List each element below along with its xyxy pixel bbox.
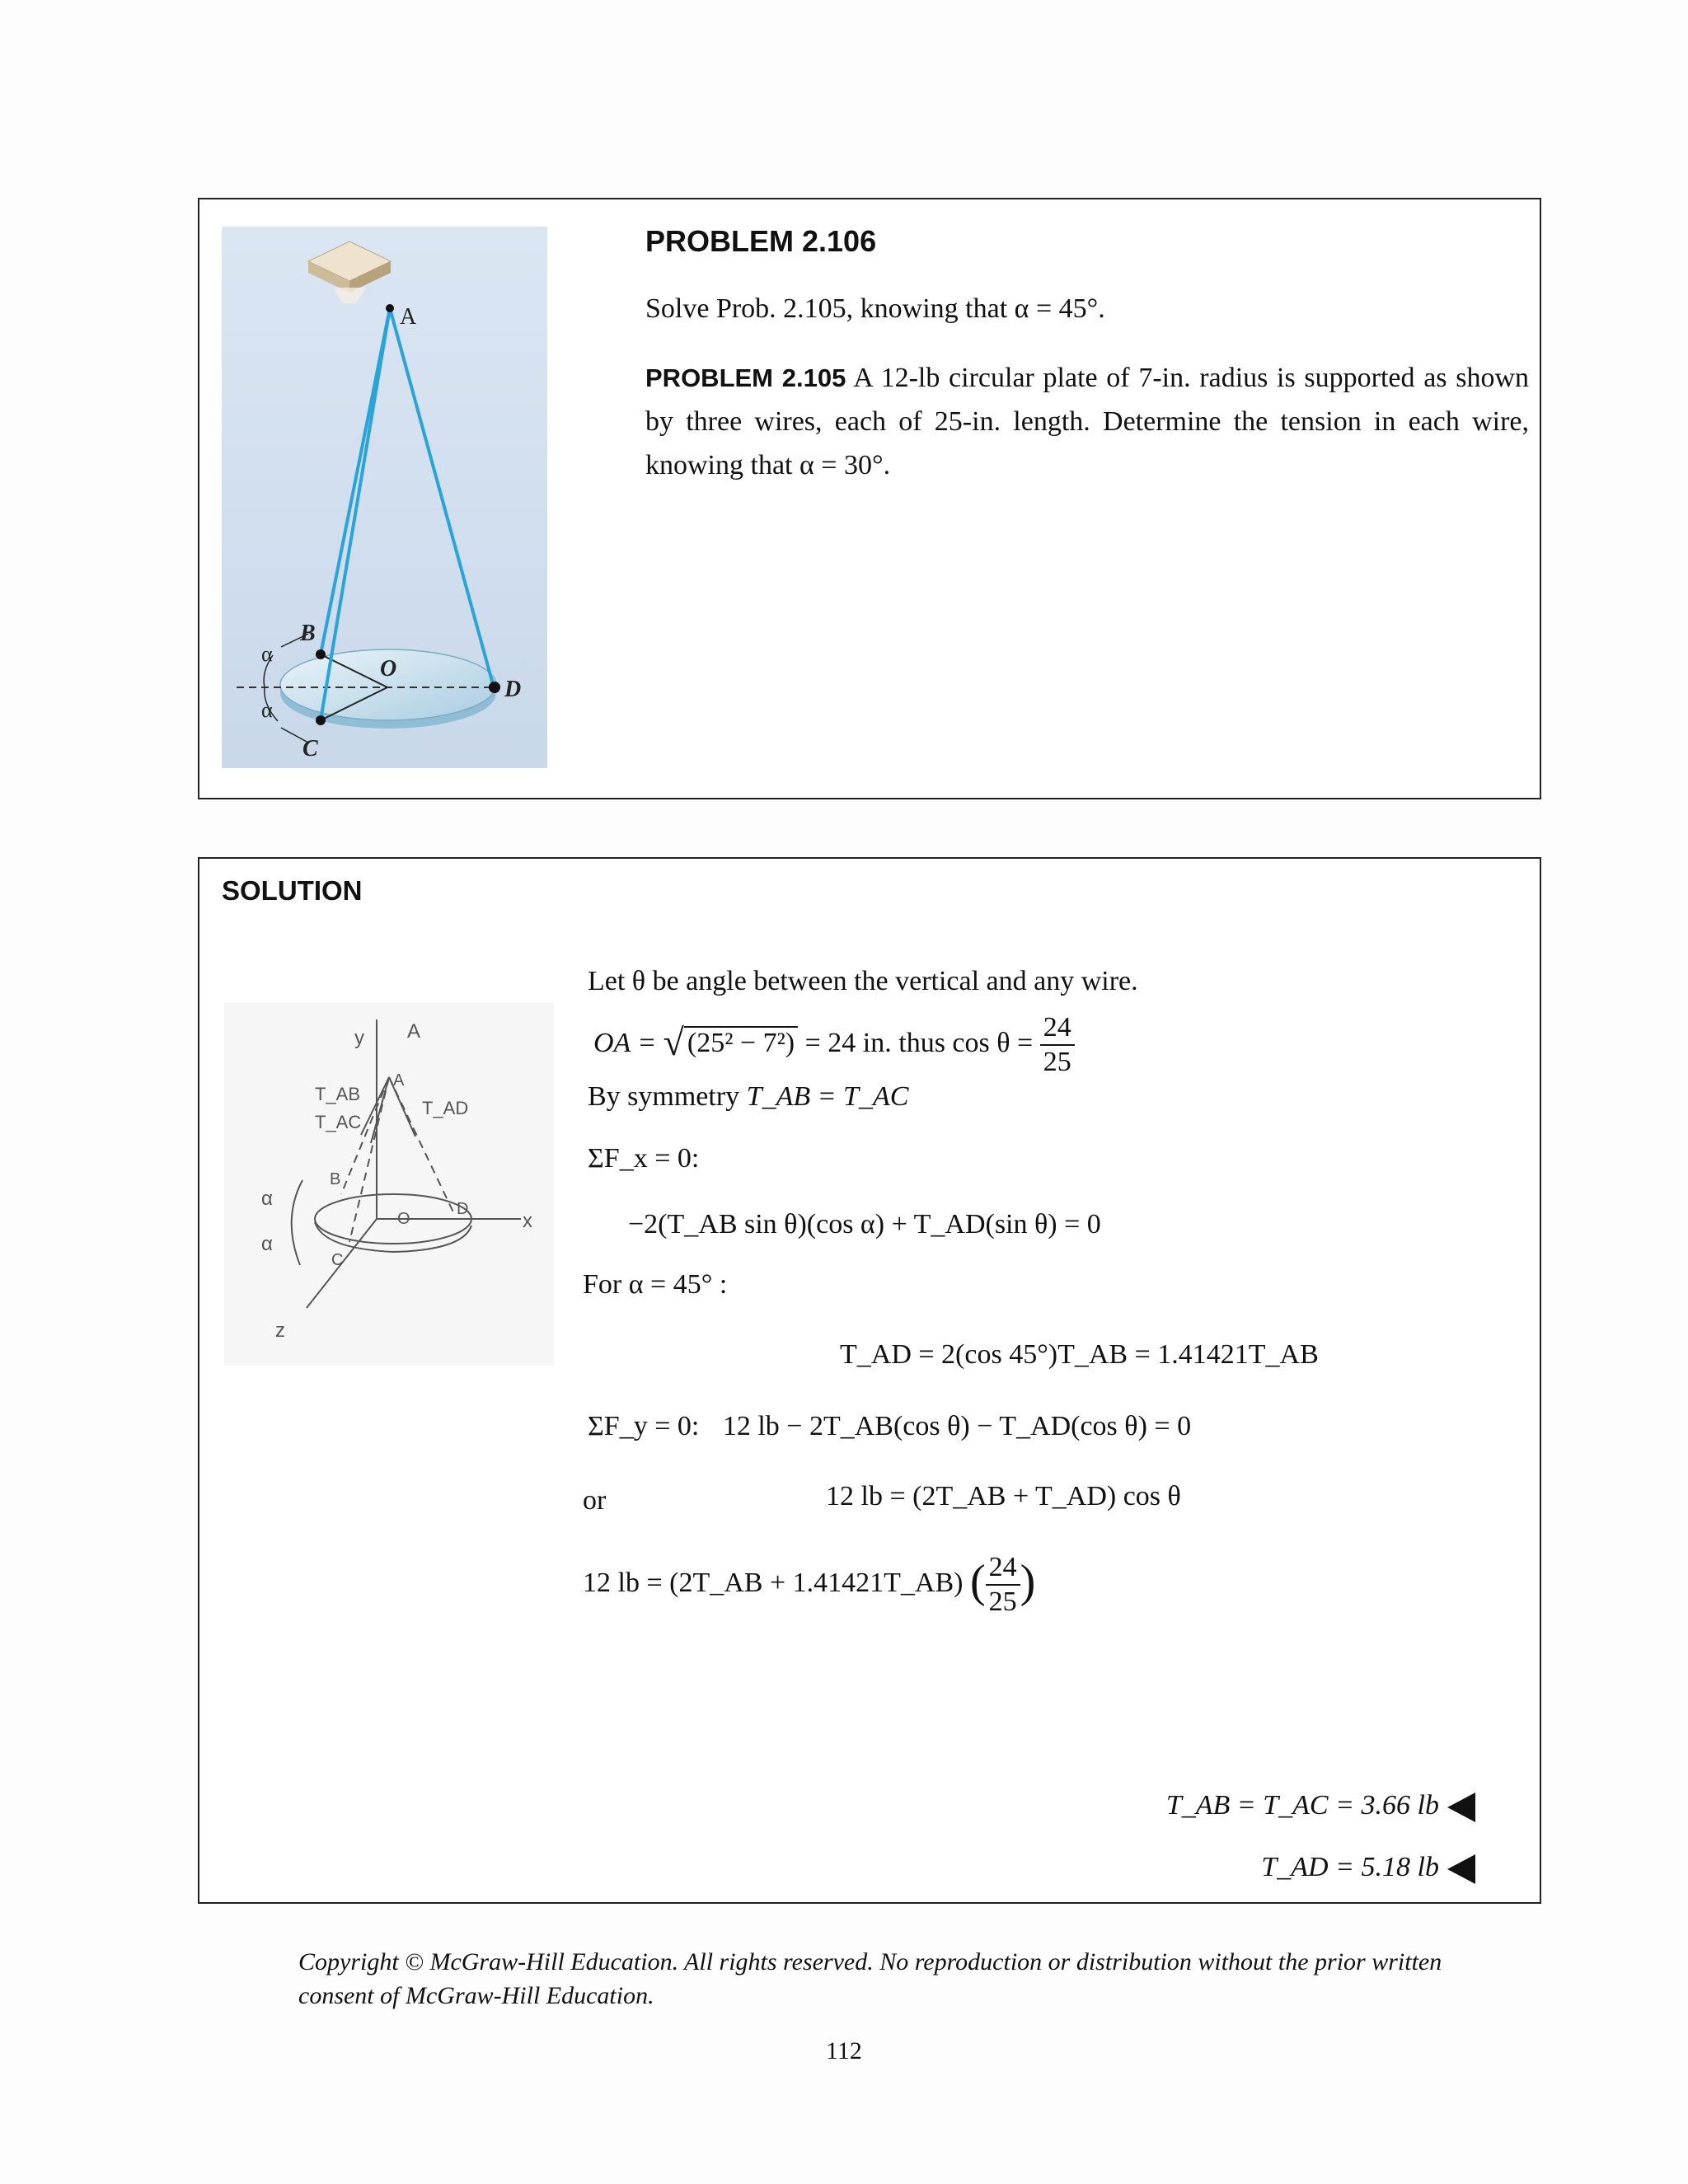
- problem-heading: PROBLEM 2.106: [645, 224, 877, 258]
- answer-marker-icon: [1447, 1854, 1475, 1884]
- solution-heading: SOLUTION: [222, 875, 363, 906]
- point-c: [316, 715, 326, 725]
- solution-or-label: or: [583, 1485, 607, 1516]
- sketch-background: [224, 1003, 554, 1366]
- paren-left: (: [969, 1555, 986, 1607]
- sketch-label-tab: T_AB: [315, 1084, 361, 1104]
- reference-problem: [645, 356, 1529, 487]
- sketch-label-tac: T_AC: [315, 1112, 362, 1132]
- label-c: C: [302, 736, 318, 762]
- free-body-sketch: [224, 1003, 554, 1366]
- sub-fraction-denominator: 25: [988, 1586, 1017, 1617]
- symmetry-equation: T_AB = T_AC: [746, 1081, 909, 1112]
- answer1-text: T_AB = T_AC = 3.66 lb: [1165, 1790, 1439, 1821]
- sketch-label-o: O: [397, 1210, 410, 1228]
- solution-eq-or: 12 lb = (2T_AB + T_AD) cos θ: [826, 1481, 1181, 1511]
- sketch-label-tad: T_AD: [422, 1098, 469, 1118]
- cos-theta-fraction: [1040, 1011, 1075, 1079]
- sketch-label-x: x: [523, 1210, 532, 1232]
- symmetry-label: By symmetry: [588, 1081, 740, 1112]
- sketch-label-alpha-lower: α: [261, 1233, 273, 1255]
- problem-figure: [222, 227, 547, 768]
- solution-box: [198, 857, 1541, 1904]
- sketch-label-b: B: [330, 1170, 341, 1188]
- label-alpha-upper: α: [261, 642, 273, 666]
- solution-line-theta: Let θ be angle between the vertical and any wire.: [588, 966, 1138, 996]
- oa-label: OA =: [593, 1027, 657, 1058]
- point-d: [489, 682, 500, 693]
- solution-line-oa: [593, 1011, 1075, 1079]
- sketch-label-alpha-upper: α: [261, 1188, 273, 1210]
- sketch-label-y: y: [354, 1027, 364, 1049]
- answer-tad: [1261, 1852, 1475, 1884]
- fraction-numerator: 24: [1040, 1011, 1075, 1046]
- problem-box: [198, 198, 1541, 799]
- substituted-fraction: [986, 1551, 1020, 1619]
- solution-sum-fx: ΣF_x = 0:: [588, 1143, 700, 1174]
- sqrt-icon: √: [663, 1020, 684, 1063]
- sketch-label-a-top: A: [407, 1020, 421, 1043]
- solution-eq-x: −2(T_AB sin θ)(cos α) + T_AD(sin θ) = 0: [628, 1209, 1101, 1240]
- reference-text: A 12-lb circular plate of 7-in. radius is supported as shown by three wires, each of 25-in. length. Determine the tension in each wire, knowing that α = 30°.: [645, 363, 1530, 480]
- solution-tad-relation: T_AD = 2(cos 45°)T_AB = 1.41421T_AB: [840, 1339, 1319, 1370]
- answer2-text: T_AD = 5.18 lb: [1261, 1852, 1439, 1882]
- solution-eq-substituted: [583, 1551, 1035, 1619]
- reference-heading: PROBLEM 2.105: [645, 363, 846, 392]
- label-alpha-lower: α: [261, 698, 273, 722]
- sketch-label-a: A: [393, 1071, 405, 1090]
- copyright-footer: Copyright © McGraw-Hill Education. All rights reserved. No reproduction or distribution without the prior written consent of McGraw-Hill Education.: [298, 1948, 1442, 2009]
- solution-sum-fy: [588, 1411, 1191, 1442]
- label-o: O: [380, 656, 397, 682]
- solution-line-symmetry: [588, 1081, 908, 1113]
- sketch-label-d: D: [457, 1200, 469, 1218]
- sketch-label-z: z: [275, 1319, 285, 1342]
- answer-marker-icon: [1447, 1793, 1475, 1822]
- sub-fraction-numerator: 24: [986, 1551, 1020, 1586]
- page-number: 112: [826, 2037, 862, 2064]
- fraction-denominator: 25: [1043, 1047, 1071, 1077]
- label-d: D: [504, 677, 522, 702]
- solution-for-alpha: For α = 45° :: [583, 1269, 728, 1300]
- oa-radicand: (25² − 7²): [684, 1026, 798, 1058]
- point-b: [316, 649, 326, 659]
- answer-tab-tac: [1166, 1790, 1475, 1822]
- label-a: A: [400, 304, 417, 330]
- oa-result: = 24 in. thus cos θ =: [804, 1027, 1034, 1058]
- label-b: B: [300, 621, 316, 646]
- sketch-label-c: C: [331, 1251, 344, 1269]
- problem-statement: Solve Prob. 2.105, knowing that α = 45°.: [645, 293, 1105, 324]
- eq-y: 12 lb − 2T_AB(cos θ) − T_AD(cos θ) = 0: [722, 1411, 1192, 1441]
- sum-fy-label: ΣF_y = 0:: [588, 1411, 700, 1441]
- point-a: [386, 304, 394, 312]
- paren-right: ): [1020, 1555, 1036, 1607]
- eq-sub-left: 12 lb = (2T_AB + 1.41421T_AB): [583, 1567, 964, 1598]
